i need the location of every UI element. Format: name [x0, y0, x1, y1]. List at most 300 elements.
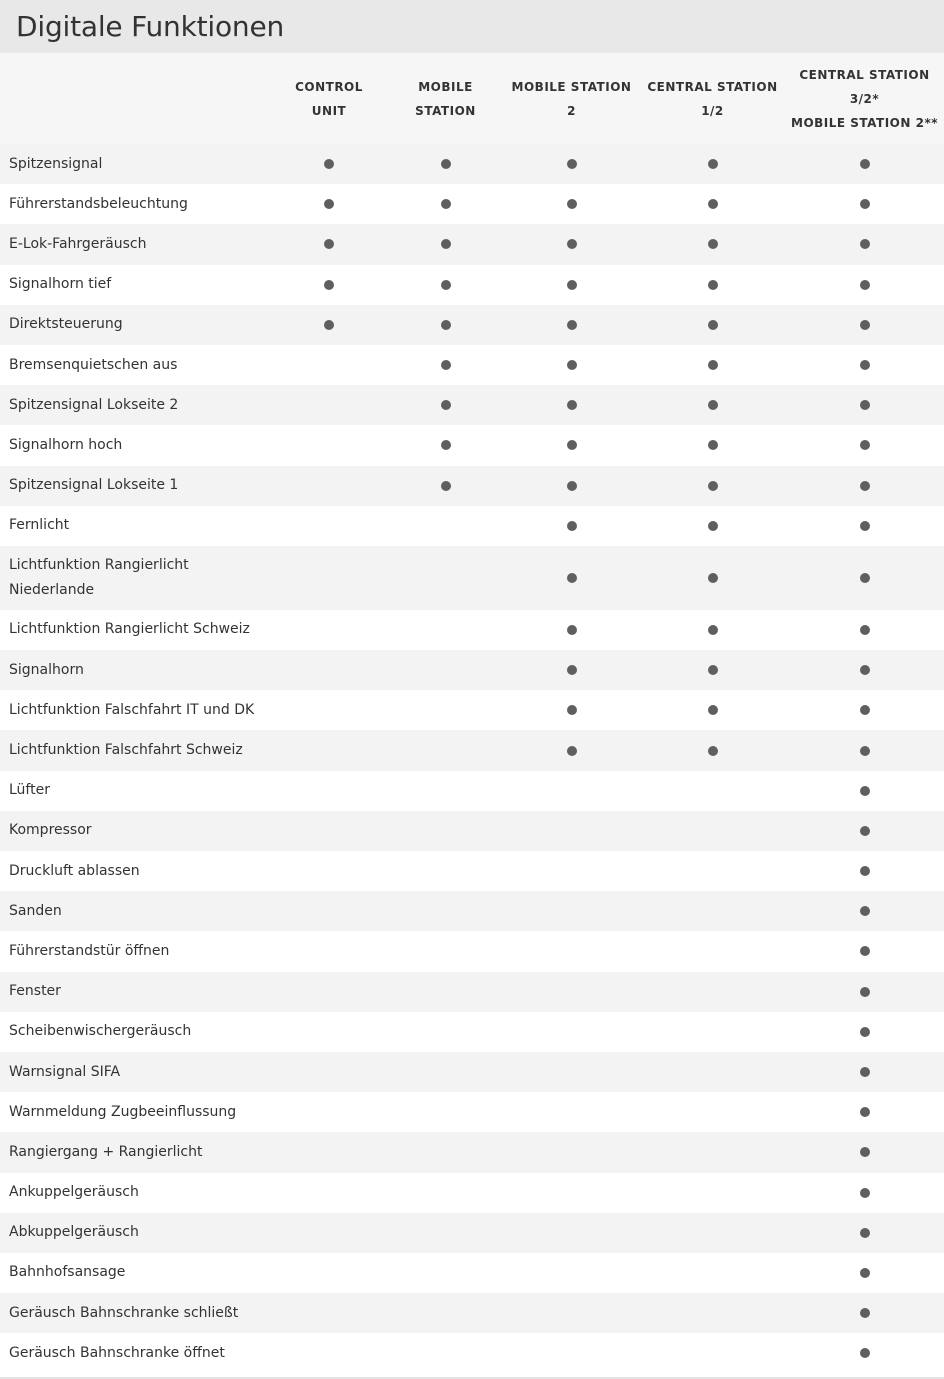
filled-circle-icon — [708, 573, 718, 583]
filled-circle-icon — [860, 159, 870, 169]
support-cell — [640, 730, 785, 770]
filled-circle-icon — [441, 280, 451, 290]
support-cell — [388, 1293, 503, 1333]
support-cell — [270, 466, 388, 506]
support-cell — [388, 690, 503, 730]
support-cell — [503, 144, 640, 184]
function-label: Geräusch Bahnschranke schließt — [9, 1304, 239, 1321]
function-label: Lüfter — [9, 782, 50, 799]
support-cell — [388, 1012, 503, 1052]
support-cell — [270, 891, 388, 931]
table-row — [0, 184, 944, 224]
support-cell — [785, 1132, 944, 1172]
support-cell — [503, 1173, 640, 1213]
filled-circle-icon — [860, 987, 870, 997]
support-cell — [785, 345, 944, 385]
function-label: E-Lok-Fahrgeräusch — [9, 235, 147, 252]
filled-circle-icon — [567, 159, 577, 169]
function-label: Spitzensignal — [9, 155, 103, 172]
support-cell — [640, 506, 785, 546]
support-cell — [388, 425, 503, 465]
support-cell — [640, 385, 785, 425]
support-cell — [785, 546, 944, 610]
filled-circle-icon — [441, 440, 451, 450]
support-cell — [785, 851, 944, 891]
function-label: Scheibenwischergeräusch — [9, 1023, 192, 1040]
column-header-4 — [640, 53, 785, 144]
table-row — [0, 1333, 944, 1373]
support-cell — [270, 184, 388, 224]
support-cell — [640, 610, 785, 650]
function-label: Abkuppelgeräusch — [9, 1224, 139, 1241]
support-cell — [785, 931, 944, 971]
page-title: Digitale Funktionen — [16, 10, 285, 43]
support-cell — [785, 650, 944, 690]
support-cell — [270, 1012, 388, 1052]
support-cell — [503, 546, 640, 610]
function-label: Geräusch Bahnschranke öffnet — [9, 1344, 225, 1361]
table-row — [0, 506, 944, 546]
support-cell — [270, 385, 388, 425]
support-cell — [785, 1213, 944, 1253]
filled-circle-icon — [324, 199, 334, 209]
table-row — [0, 1253, 944, 1293]
function-label: Führerstandstür öffnen — [9, 942, 170, 959]
filled-circle-icon — [708, 320, 718, 330]
support-cell — [640, 1012, 785, 1052]
support-cell — [270, 305, 388, 345]
support-cell — [503, 891, 640, 931]
table-row — [0, 546, 944, 610]
function-label: Warnmeldung Zugbeeinflussung — [9, 1103, 237, 1120]
function-label: Bahnhofsansage — [9, 1264, 126, 1281]
support-cell — [388, 1173, 503, 1213]
filled-circle-icon — [860, 1348, 870, 1358]
support-cell — [388, 931, 503, 971]
support-cell — [270, 610, 388, 650]
function-label: Führerstandsbeleuchtung — [9, 195, 188, 212]
function-label: Ankuppelgeräusch — [9, 1184, 139, 1201]
support-cell — [503, 972, 640, 1012]
filled-circle-icon — [441, 320, 451, 330]
table-row — [0, 610, 944, 650]
support-cell — [270, 730, 388, 770]
function-label: Warnsignal SIFA — [9, 1063, 121, 1080]
support-cell — [785, 771, 944, 811]
filled-circle-icon — [860, 360, 870, 370]
filled-circle-icon — [324, 159, 334, 169]
support-cell — [640, 1092, 785, 1132]
filled-circle-icon — [567, 360, 577, 370]
support-cell — [270, 1253, 388, 1293]
support-cell — [785, 811, 944, 851]
function-label: Signalhorn — [9, 661, 84, 678]
support-cell — [270, 650, 388, 690]
support-cell — [785, 144, 944, 184]
filled-circle-icon — [860, 320, 870, 330]
filled-circle-icon — [708, 481, 718, 491]
filled-circle-icon — [708, 400, 718, 410]
filled-circle-icon — [567, 280, 577, 290]
filled-circle-icon — [708, 199, 718, 209]
table-row — [0, 144, 944, 184]
support-cell — [388, 1052, 503, 1092]
filled-circle-icon — [567, 521, 577, 531]
function-label: Signalhorn tief — [9, 276, 112, 293]
support-cell — [640, 771, 785, 811]
table-header — [0, 53, 944, 144]
table-row — [0, 931, 944, 971]
support-cell — [270, 931, 388, 971]
filled-circle-icon — [324, 320, 334, 330]
function-label: Sanden — [9, 902, 62, 919]
support-cell — [503, 1293, 640, 1333]
support-cell — [270, 690, 388, 730]
filled-circle-icon — [860, 1067, 870, 1077]
filled-circle-icon — [860, 199, 870, 209]
support-cell — [785, 610, 944, 650]
support-cell — [270, 506, 388, 546]
support-cell — [388, 144, 503, 184]
filled-circle-icon — [860, 1188, 870, 1198]
support-cell — [785, 265, 944, 305]
filled-circle-icon — [567, 705, 577, 715]
filled-circle-icon — [860, 946, 870, 956]
support-cell — [785, 730, 944, 770]
function-label: Fenster — [9, 983, 61, 1000]
support-cell — [640, 305, 785, 345]
support-cell — [270, 1092, 388, 1132]
support-cell — [640, 1333, 785, 1373]
support-cell — [785, 972, 944, 1012]
support-cell — [640, 144, 785, 184]
filled-circle-icon — [860, 746, 870, 756]
filled-circle-icon — [324, 280, 334, 290]
column-header-line: MOBILE STATION — [511, 79, 632, 94]
support-cell — [388, 610, 503, 650]
support-cell — [640, 1253, 785, 1293]
table-row — [0, 1213, 944, 1253]
support-cell — [270, 144, 388, 184]
filled-circle-icon — [567, 573, 577, 583]
column-header-line: CENTRAL STATION — [647, 79, 778, 94]
support-cell — [503, 771, 640, 811]
support-cell — [640, 1132, 785, 1172]
support-cell — [388, 345, 503, 385]
column-header-line: 1/2 — [701, 103, 724, 118]
column-header-line: CENTRAL STATION — [799, 67, 930, 82]
table-row — [0, 265, 944, 305]
function-label: Lichtfunktion Falschfahrt Schweiz — [9, 742, 243, 759]
support-cell — [640, 650, 785, 690]
support-cell — [270, 546, 388, 610]
filled-circle-icon — [708, 521, 718, 531]
support-cell — [388, 811, 503, 851]
filled-circle-icon — [860, 521, 870, 531]
column-header-line: 3/2* — [849, 91, 880, 106]
support-cell — [388, 184, 503, 224]
support-cell — [270, 972, 388, 1012]
support-cell — [640, 1052, 785, 1092]
support-cell — [388, 305, 503, 345]
filled-circle-icon — [708, 280, 718, 290]
support-cell — [785, 690, 944, 730]
filled-circle-icon — [708, 159, 718, 169]
support-cell — [388, 730, 503, 770]
support-cell — [270, 1293, 388, 1333]
filled-circle-icon — [708, 705, 718, 715]
table-row — [0, 811, 944, 851]
support-cell — [270, 1213, 388, 1253]
support-cell — [388, 1132, 503, 1172]
table-row — [0, 466, 944, 506]
filled-circle-icon — [441, 360, 451, 370]
support-cell — [270, 1052, 388, 1092]
filled-circle-icon — [324, 239, 334, 249]
support-cell — [640, 184, 785, 224]
filled-circle-icon — [567, 665, 577, 675]
support-cell — [503, 184, 640, 224]
function-label: Direktsteuerung — [9, 316, 123, 333]
support-cell — [640, 224, 785, 264]
support-cell — [503, 466, 640, 506]
support-cell — [640, 466, 785, 506]
column-header-line: 2 — [567, 103, 576, 118]
support-cell — [270, 265, 388, 305]
table-row — [0, 1132, 944, 1172]
function-label: Bremsenquietschen aus — [9, 356, 178, 373]
support-cell — [640, 265, 785, 305]
support-cell — [503, 931, 640, 971]
support-cell — [503, 425, 640, 465]
support-cell — [640, 1173, 785, 1213]
support-cell — [388, 650, 503, 690]
support-cell — [388, 1092, 503, 1132]
functions-table — [0, 53, 944, 1373]
support-cell — [503, 224, 640, 264]
support-cell — [270, 1173, 388, 1213]
support-cell — [640, 690, 785, 730]
support-cell — [270, 1132, 388, 1172]
function-label: Lichtfunktion Falschfahrt IT und DK — [9, 701, 255, 718]
column-header-line: CONTROL — [295, 79, 363, 94]
column-header-line: MOBILE STATION 2** — [791, 115, 938, 130]
support-cell — [388, 385, 503, 425]
support-cell — [785, 224, 944, 264]
title-bar — [0, 0, 944, 53]
support-cell — [503, 1253, 640, 1293]
support-cell — [270, 771, 388, 811]
support-cell — [640, 851, 785, 891]
table-row — [0, 690, 944, 730]
support-cell — [640, 972, 785, 1012]
support-cell — [388, 546, 503, 610]
support-cell — [785, 466, 944, 506]
filled-circle-icon — [708, 665, 718, 675]
filled-circle-icon — [567, 625, 577, 635]
header-label-column — [0, 53, 270, 144]
column-header-1 — [270, 53, 388, 144]
support-cell — [503, 506, 640, 546]
support-cell — [785, 1052, 944, 1092]
support-cell — [388, 265, 503, 305]
support-cell — [270, 851, 388, 891]
filled-circle-icon — [441, 239, 451, 249]
table-row — [0, 972, 944, 1012]
filled-circle-icon — [567, 481, 577, 491]
support-cell — [785, 1293, 944, 1333]
filled-circle-icon — [860, 1308, 870, 1318]
filled-circle-icon — [567, 320, 577, 330]
support-cell — [785, 184, 944, 224]
table-row — [0, 1293, 944, 1333]
support-cell — [785, 1333, 944, 1373]
function-label: Rangiergang + Rangierlicht — [9, 1143, 203, 1160]
support-cell — [503, 610, 640, 650]
table-row — [0, 1012, 944, 1052]
filled-circle-icon — [860, 481, 870, 491]
support-cell — [503, 1333, 640, 1373]
support-cell — [388, 224, 503, 264]
support-cell — [640, 1213, 785, 1253]
support-cell — [388, 466, 503, 506]
function-label: Fernlicht — [9, 517, 70, 534]
support-cell — [640, 931, 785, 971]
support-cell — [640, 546, 785, 610]
column-header-5 — [785, 53, 944, 144]
filled-circle-icon — [708, 625, 718, 635]
filled-circle-icon — [708, 239, 718, 249]
support-cell — [640, 891, 785, 931]
filled-circle-icon — [708, 440, 718, 450]
support-cell — [503, 1213, 640, 1253]
support-cell — [785, 1253, 944, 1293]
filled-circle-icon — [567, 239, 577, 249]
support-cell — [503, 1092, 640, 1132]
filled-circle-icon — [567, 746, 577, 756]
filled-circle-icon — [860, 665, 870, 675]
support-cell — [270, 345, 388, 385]
table-row — [0, 224, 944, 264]
support-cell — [785, 385, 944, 425]
support-cell — [503, 1132, 640, 1172]
column-header-line: UNIT — [311, 103, 347, 118]
function-label: Lichtfunktion Rangierlicht Schweiz — [9, 621, 250, 638]
support-cell — [640, 1293, 785, 1333]
support-cell — [503, 265, 640, 305]
support-cell — [503, 345, 640, 385]
support-cell — [388, 851, 503, 891]
function-label: Kompressor — [9, 822, 92, 839]
support-cell — [503, 851, 640, 891]
table-row — [0, 345, 944, 385]
support-cell — [270, 425, 388, 465]
filled-circle-icon — [567, 400, 577, 410]
filled-circle-icon — [708, 360, 718, 370]
filled-circle-icon — [860, 440, 870, 450]
filled-circle-icon — [860, 573, 870, 583]
function-label: Spitzensignal Lokseite 2 — [9, 396, 179, 413]
support-cell — [785, 305, 944, 345]
filled-circle-icon — [860, 826, 870, 836]
filled-circle-icon — [441, 481, 451, 491]
table-row — [0, 891, 944, 931]
function-label: Signalhorn hoch — [9, 436, 123, 453]
support-cell — [388, 771, 503, 811]
support-cell — [785, 1012, 944, 1052]
table-row — [0, 1052, 944, 1092]
support-cell — [640, 345, 785, 385]
filled-circle-icon — [860, 866, 870, 876]
support-cell — [503, 650, 640, 690]
support-cell — [503, 305, 640, 345]
support-cell — [503, 730, 640, 770]
support-cell — [503, 1012, 640, 1052]
filled-circle-icon — [441, 199, 451, 209]
support-cell — [503, 385, 640, 425]
filled-circle-icon — [441, 400, 451, 410]
table-body — [0, 144, 944, 1373]
table-row — [0, 1092, 944, 1132]
support-cell — [270, 224, 388, 264]
support-cell — [503, 690, 640, 730]
filled-circle-icon — [441, 159, 451, 169]
function-label: Druckluft ablassen — [9, 862, 140, 879]
table-row — [0, 851, 944, 891]
support-cell — [270, 1333, 388, 1373]
table-row — [0, 1173, 944, 1213]
support-cell — [503, 1052, 640, 1092]
column-header-2 — [388, 53, 503, 144]
filled-circle-icon — [860, 1107, 870, 1117]
filled-circle-icon — [860, 1147, 870, 1157]
function-label: Lichtfunktion Rangierlicht Niederlande — [9, 556, 189, 598]
filled-circle-icon — [567, 440, 577, 450]
filled-circle-icon — [860, 280, 870, 290]
table-row — [0, 771, 944, 811]
support-cell — [640, 425, 785, 465]
filled-circle-icon — [860, 1027, 870, 1037]
support-cell — [388, 891, 503, 931]
header-row — [0, 53, 944, 144]
support-cell — [785, 1173, 944, 1213]
support-cell — [503, 811, 640, 851]
filled-circle-icon — [860, 239, 870, 249]
support-cell — [785, 506, 944, 546]
table-row — [0, 385, 944, 425]
support-cell — [388, 1253, 503, 1293]
filled-circle-icon — [860, 400, 870, 410]
filled-circle-icon — [860, 625, 870, 635]
support-cell — [785, 891, 944, 931]
function-label: Spitzensignal Lokseite 1 — [9, 477, 179, 494]
filled-circle-icon — [708, 746, 718, 756]
column-header-line: STATION — [415, 103, 476, 118]
table-row — [0, 650, 944, 690]
support-cell — [785, 1092, 944, 1132]
support-cell — [270, 811, 388, 851]
support-cell — [388, 972, 503, 1012]
table-row — [0, 730, 944, 770]
filled-circle-icon — [860, 1268, 870, 1278]
filled-circle-icon — [860, 906, 870, 916]
column-header-3 — [503, 53, 640, 144]
support-cell — [388, 1213, 503, 1253]
support-cell — [388, 1333, 503, 1373]
support-cell — [640, 811, 785, 851]
table-row — [0, 425, 944, 465]
support-cell — [785, 425, 944, 465]
